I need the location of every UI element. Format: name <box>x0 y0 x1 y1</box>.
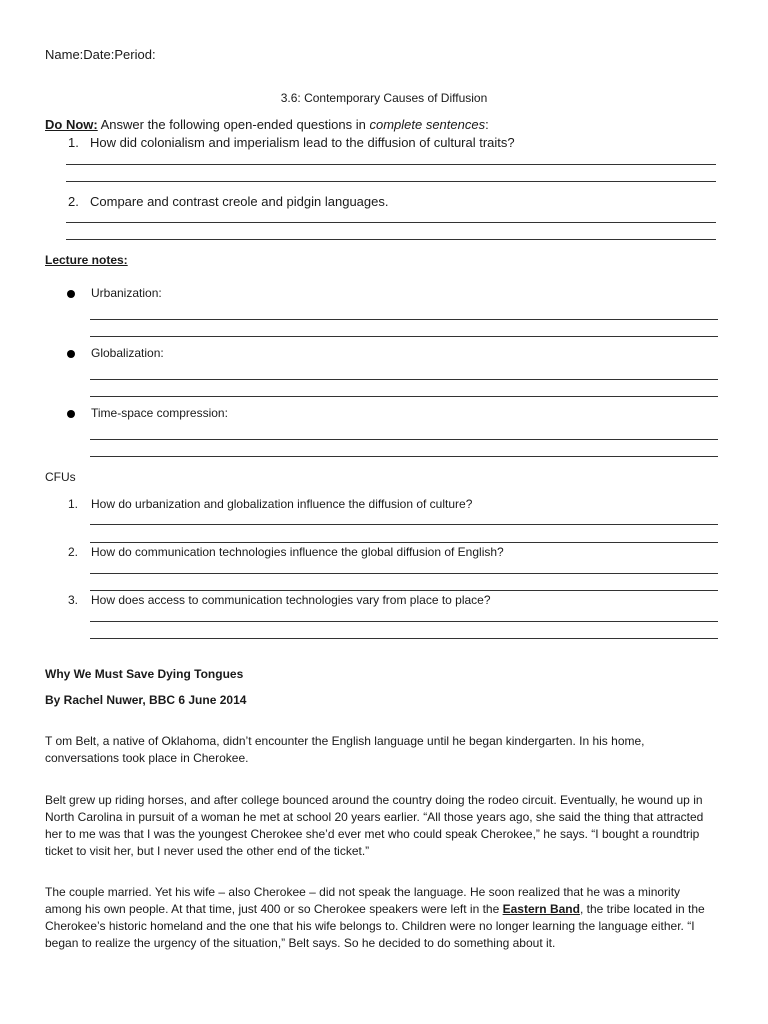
cfu-question-2: How do communication technologies influence the global diffusion of English? <box>91 545 504 559</box>
answer-line[interactable] <box>66 181 716 182</box>
cfu-question-1: How do urbanization and globalization influence the diffusion of culture? <box>91 497 473 511</box>
notes-line[interactable] <box>90 439 718 440</box>
answer-line[interactable] <box>66 164 716 165</box>
answer-line[interactable] <box>90 573 718 574</box>
lecture-item-globalization: Globalization: <box>91 346 164 360</box>
article-paragraph-1: T om Belt, a native of Oklahoma, didn’t encounter the English language until he began kindergarten. In his home, conversations took place in Cherokee. <box>45 734 645 765</box>
lecture-notes-heading: Lecture notes: <box>45 253 128 267</box>
answer-line[interactable] <box>90 524 718 525</box>
page-title: 3.6: Contemporary Causes of Diffusion <box>280 91 488 105</box>
answer-line[interactable] <box>90 621 718 622</box>
notes-line[interactable] <box>90 456 718 457</box>
do-now-question-2-number: 2. <box>68 194 79 209</box>
notes-line[interactable] <box>90 336 718 337</box>
bullet-icon <box>67 410 75 418</box>
do-now-intro-text: Answer the following open-ended questions in <box>97 117 370 132</box>
name-date-period-line: Name:Date:Period: <box>45 47 156 62</box>
do-now-question-2: Compare and contrast creole and pidgin languages. <box>90 194 389 209</box>
article-paragraph-3 <box>45 884 715 952</box>
answer-line[interactable] <box>90 590 718 591</box>
cfus-heading: CFUs <box>45 470 76 484</box>
do-now-question-1: How did colonialism and imperialism lead to the diffusion of cultural traits? <box>90 135 515 150</box>
do-now-question-1-number: 1. <box>68 135 79 150</box>
article-paragraph-3-text-end: , the tribe located in the Cherokee’s historic homeland and the one that his wife belongs to. Children were no longer learning the language either. “I began to realize the urgency of the situation,” Belt says. So he decided to do something about it. <box>45 902 705 950</box>
cfu-question-2-number: 2. <box>68 545 79 559</box>
do-now-intro <box>45 117 489 132</box>
answer-line[interactable] <box>66 222 716 223</box>
cfu-question-1-number: 1. <box>68 497 79 511</box>
article-title: Why We Must Save Dying Tongues <box>45 667 244 681</box>
article-paragraph-3-text: The couple married. Yet his wife – also Cherokee – did not speak the language. He soon realized that he was a minority among his own people. At that time, just 400 or so Cherokee speakers were left in the <box>45 885 681 916</box>
lecture-item-urbanization: Urbanization: <box>91 286 162 300</box>
notes-line[interactable] <box>90 396 718 397</box>
bullet-icon <box>67 350 75 358</box>
do-now-intro-colon: : <box>485 117 489 132</box>
do-now-label: Do Now: <box>45 117 98 132</box>
article-byline: By Rachel Nuwer, BBC 6 June 2014 <box>45 693 247 707</box>
bullet-icon <box>67 290 75 298</box>
cfu-question-3: How does access to communication technologies vary from place to place? <box>91 593 491 607</box>
answer-line[interactable] <box>66 239 716 240</box>
lecture-item-time-space-compression: Time-space compression: <box>91 406 228 420</box>
answer-line[interactable] <box>90 638 718 639</box>
article-paragraph-2: Belt grew up riding horses, and after college bounced around the country doing the rodeo circuit. Eventually, he wound up in North Carolina in pursuit of a woman he met at school 20 years earlier. “All those years ago, she said the thing that attracted her to me was that I was the youngest Cherokee she’d ever met who could speak Cherokee,” he says. “I bought a roundtrip ticket to visit her, but I never used the other end of the ticket.” <box>45 793 704 858</box>
notes-line[interactable] <box>90 379 718 380</box>
notes-line[interactable] <box>90 319 718 320</box>
do-now-intro-emphasis: complete sentences <box>369 117 486 132</box>
answer-line[interactable] <box>90 542 718 543</box>
eastern-band-link[interactable]: Eastern Band <box>502 902 580 916</box>
cfu-question-3-number: 3. <box>68 593 79 607</box>
